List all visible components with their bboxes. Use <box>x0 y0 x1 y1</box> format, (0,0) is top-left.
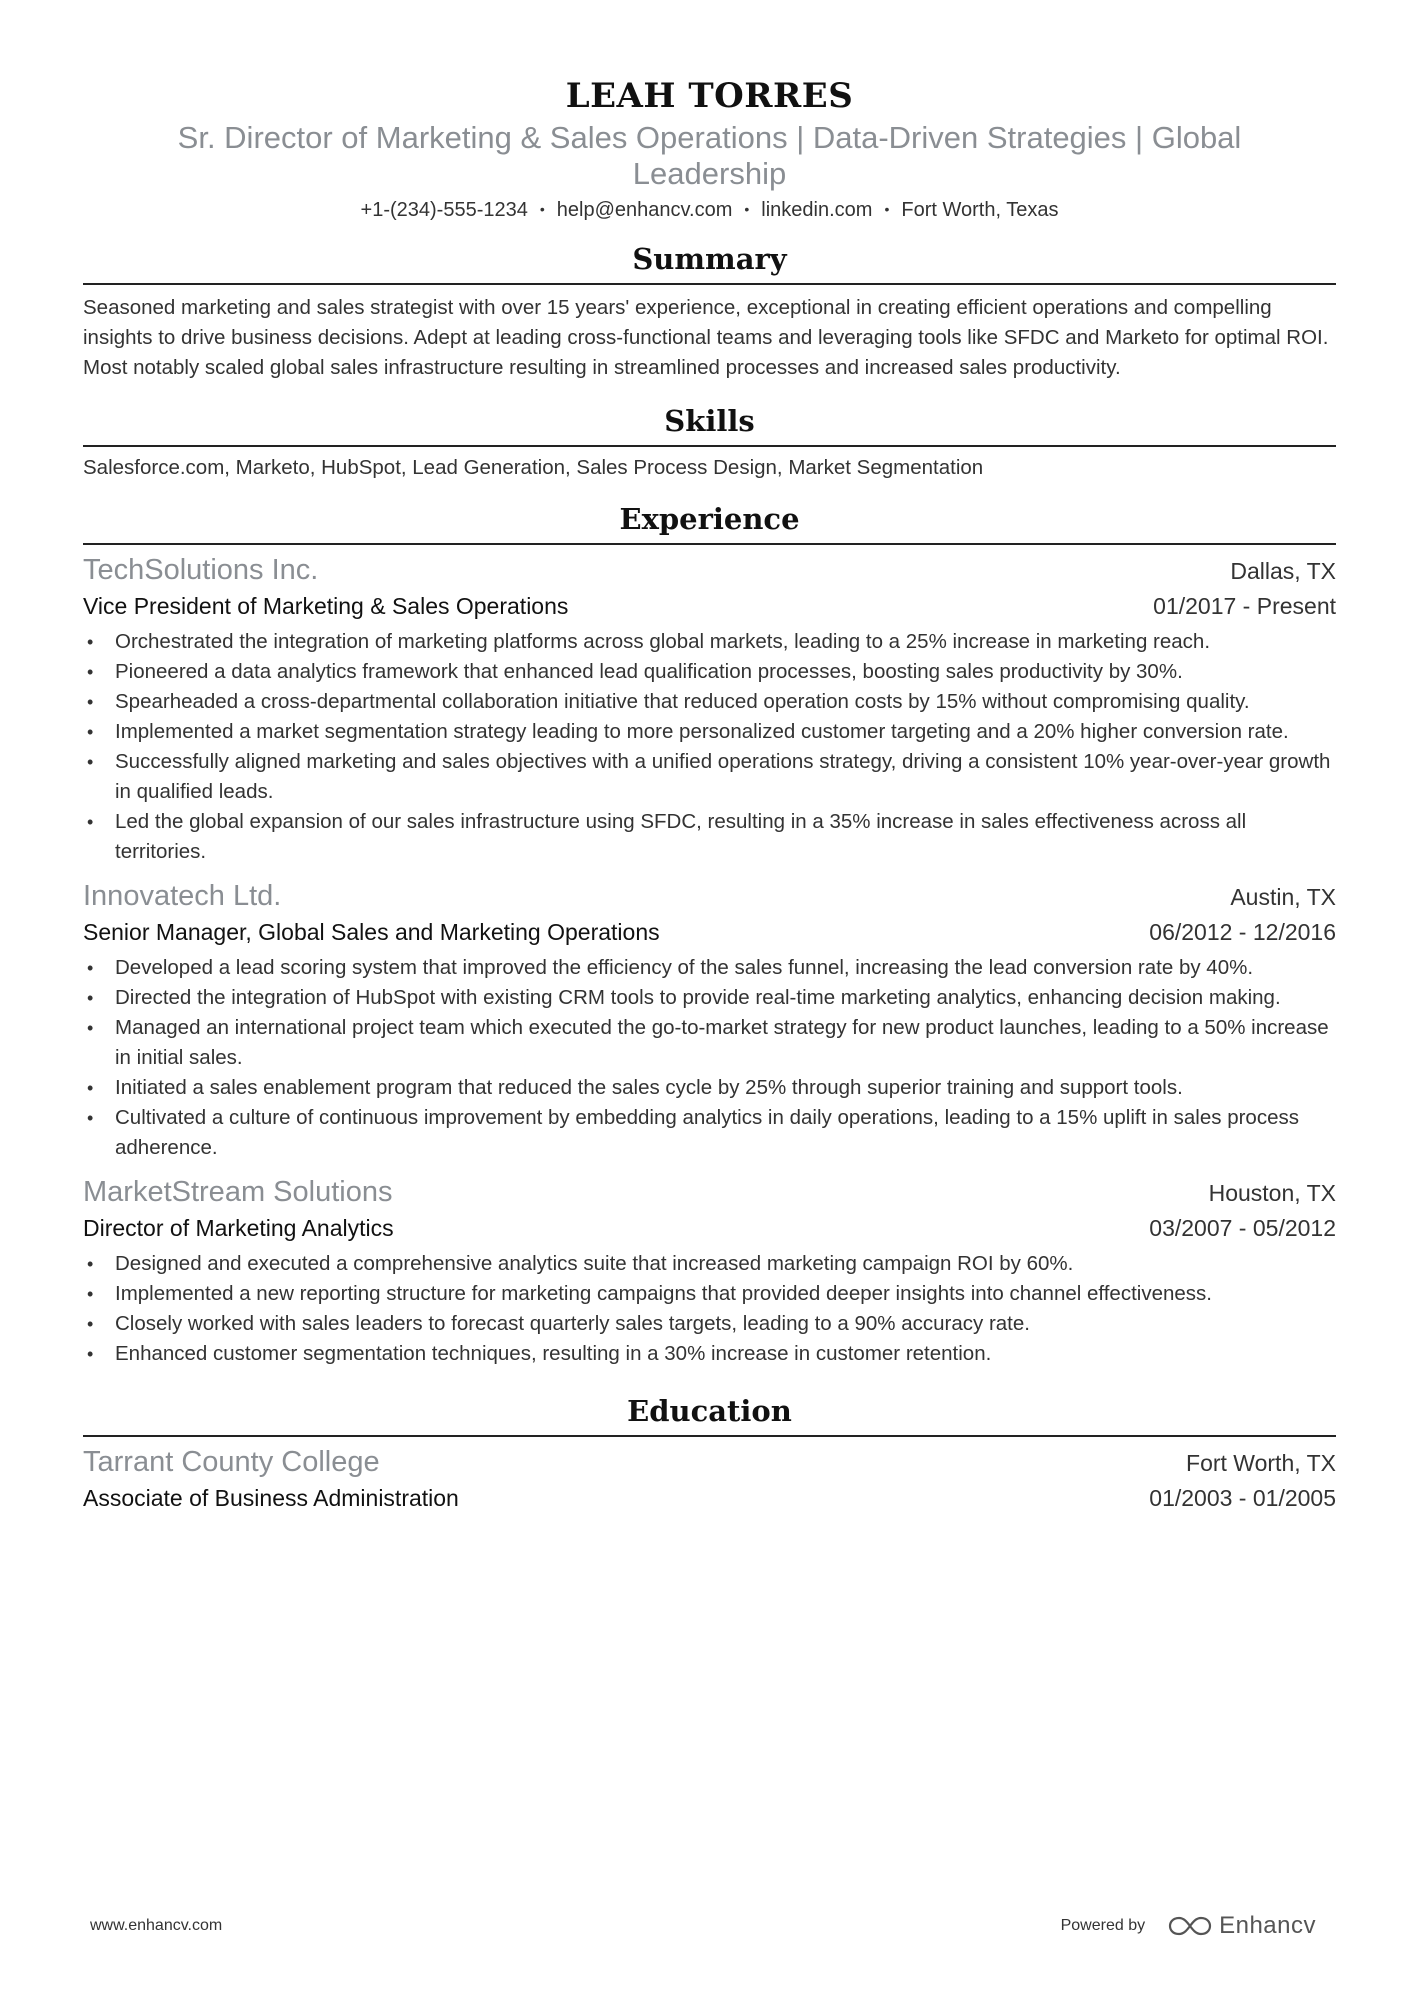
skills-text: Salesforce.com, Marketo, HubSpot, Lead Generation, Sales Process Design, Market Segmentation <box>83 456 984 479</box>
job-header <box>83 1173 1336 1212</box>
job-bullets <box>83 953 1336 1163</box>
job-dates: 03/2007 - 05/2012 <box>1149 1215 1336 1241</box>
job-bullet: • Managed an international project team which executed the go-to-market strategy for new product launches, leading to a 50% increase in initial sales. <box>83 1013 1336 1073</box>
summary-title: Summary <box>83 239 1336 285</box>
job-entry <box>83 551 1336 867</box>
education-title: Education <box>83 1391 1336 1437</box>
candidate-name: LEAH TORRES <box>565 76 854 116</box>
education-location: Fort Worth, TX <box>1186 1450 1336 1476</box>
education-degree: Associate of Business Administration <box>83 1485 459 1511</box>
job-bullet: • Led the global expansion of our sales infrastructure using SFDC, resulting in a 35% increase in sales effectiveness across all territories. <box>83 807 1336 867</box>
job-role-row <box>83 916 1336 949</box>
contact-info <box>83 194 1336 225</box>
contact-separator: • <box>744 201 750 217</box>
job-bullets <box>83 627 1336 867</box>
job-bullet: • Designed and executed a comprehensive analytics suite that increased marketing campaign ROI by 60%. <box>83 1249 1336 1279</box>
job-bullet: • Developed a lead scoring system that improved the efficiency of the sales funnel, increasing the lead conversion rate by 40%. <box>83 953 1336 983</box>
job-header <box>83 551 1336 590</box>
job-bullet: • Successfully aligned marketing and sales objectives with a unified operations strategy, driving a consistent 10% year-over-year growth in qualified leads. <box>83 747 1336 807</box>
job-dates: 01/2017 - Present <box>1153 593 1336 619</box>
enhancv-brand[interactable] <box>1167 1912 1316 1940</box>
contact-separator: • <box>884 201 890 217</box>
resume-page <box>83 72 1336 1515</box>
job-company: TechSolutions Inc. <box>83 554 319 586</box>
summary-section <box>83 239 1336 383</box>
footer-url[interactable]: www.enhancv.com <box>90 1917 223 1934</box>
contact-linkedin[interactable]: linkedin.com <box>761 199 873 221</box>
job-bullet: • Orchestrated the integration of marketing platforms across global markets, leading to a 25% increase in marketing reach. <box>83 627 1336 657</box>
education-degree-row <box>83 1482 1336 1515</box>
contact-phone: +1-(234)-555-1234 <box>360 199 528 221</box>
contact-separator: • <box>539 201 545 217</box>
job-location: Dallas, TX <box>1230 558 1336 584</box>
job-role: Vice President of Marketing & Sales Operations <box>83 593 569 619</box>
job-bullet: • Initiated a sales enablement program that reduced the sales cycle by 25% through superior training and support tools. <box>83 1073 1336 1103</box>
job-entry <box>83 877 1336 1163</box>
experience-section <box>83 499 1336 1369</box>
job-bullets <box>83 1249 1336 1369</box>
job-location: Austin, TX <box>1230 884 1336 910</box>
job-bullet: • Directed the integration of HubSpot with existing CRM tools to provide real-time marketing analytics, enhancing decision making. <box>83 983 1336 1013</box>
skills-section <box>83 401 1336 483</box>
experience-title: Experience <box>83 499 1336 545</box>
job-header <box>83 877 1336 916</box>
page-footer <box>90 1912 1316 1940</box>
job-role-row <box>83 1212 1336 1245</box>
job-role: Senior Manager, Global Sales and Marketing Operations <box>83 919 660 945</box>
job-company: Innovatech Ltd. <box>83 880 282 912</box>
powered-by <box>1061 1912 1316 1940</box>
skills-title: Skills <box>83 401 1336 447</box>
resume-header <box>83 72 1336 225</box>
job-bullet: • Pioneered a data analytics framework that enhanced lead qualification processes, boosting sales productivity by 30%. <box>83 657 1336 687</box>
contact-location: Fort Worth, Texas <box>901 199 1059 221</box>
job-company: MarketStream Solutions <box>83 1176 393 1208</box>
contact-email[interactable]: help@enhancv.com <box>556 199 733 221</box>
job-bullet: • Enhanced customer segmentation techniques, resulting in a 30% increase in customer retention. <box>83 1339 1336 1369</box>
powered-by-label: Powered by <box>1060 1917 1146 1934</box>
enhancv-logo-icon <box>1167 1914 1213 1938</box>
job-bullet: • Closely worked with sales leaders to forecast quarterly sales targets, leading to a 90% accuracy rate. <box>83 1309 1336 1339</box>
job-location: Houston, TX <box>1208 1180 1336 1206</box>
job-bullet: • Implemented a new reporting structure for marketing campaigns that provided deeper insights into channel effectiveness. <box>83 1279 1336 1309</box>
job-bullet: • Implemented a market segmentation strategy leading to more personalized customer targeting and a 20% higher conversion rate. <box>83 717 1336 747</box>
job-bullet: • Cultivated a culture of continuous improvement by embedding analytics in daily operations, leading to a 15% uplift in sales process adherence. <box>83 1103 1336 1163</box>
enhancv-brand-name: Enhancv <box>1219 1912 1316 1939</box>
candidate-headline: Sr. Director of Marketing & Sales Operations | Data-Driven Strategies | Global Leadership <box>177 120 1242 191</box>
job-role: Director of Marketing Analytics <box>83 1215 394 1241</box>
summary-text: Seasoned marketing and sales strategist with over 15 years' experience, exceptional in creating efficient operations and compelling insights to drive business decisions. Adept at leading cross-functional teams and leveraging tools like SFDC and Marketo for optimal ROI. Most notably scaled global sales infrastructure resulting in streamlined processes and increased sales productivity. <box>83 296 1329 379</box>
education-school: Tarrant County College <box>83 1446 380 1478</box>
job-bullet: • Spearheaded a cross-departmental collaboration initiative that reduced operation costs by 15% without compromising quality. <box>83 687 1336 717</box>
job-entry <box>83 1173 1336 1369</box>
education-section <box>83 1391 1336 1515</box>
job-role-row <box>83 590 1336 623</box>
education-entry <box>83 1443 1336 1515</box>
education-header <box>83 1443 1336 1482</box>
education-dates: 01/2003 - 01/2005 <box>1149 1485 1336 1511</box>
job-dates: 06/2012 - 12/2016 <box>1149 919 1336 945</box>
